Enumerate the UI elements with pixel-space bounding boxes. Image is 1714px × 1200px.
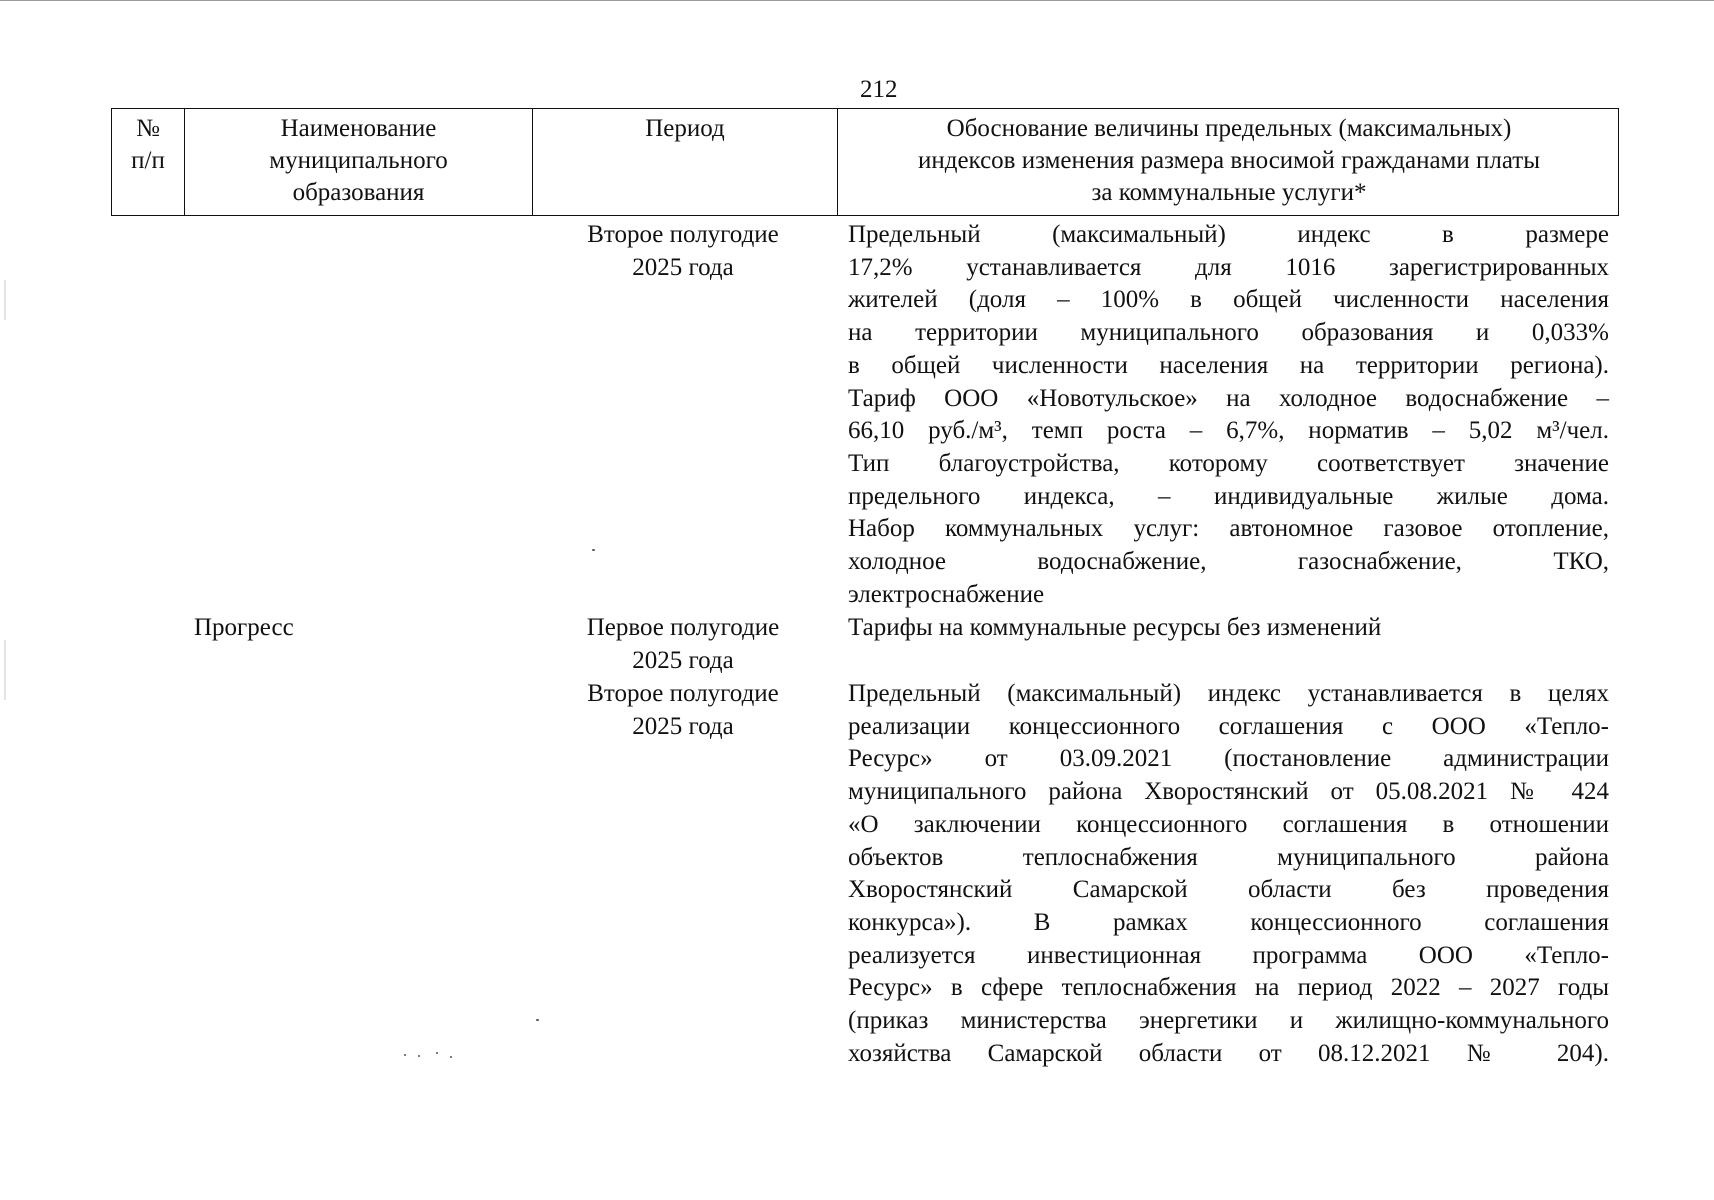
municipality-name: Прогресс	[194, 614, 294, 641]
justification-line: Тариф ООО «Новотульское» на холодное водоснабжение –	[848, 384, 1609, 412]
scan-speck	[592, 549, 595, 551]
justification-line: муниципального района Хворостянский от 05.08.2021 № 424	[848, 778, 1609, 806]
table-row-justification	[848, 678, 1609, 1070]
justification-line: хозяйства Самарской области от 08.12.2021 № 204).	[848, 1039, 1609, 1067]
header-justification-line: индексов изменения размера вносимой гражданами платы	[917, 147, 1541, 174]
table-header	[111, 108, 1619, 216]
table-row-period	[560, 678, 806, 743]
period-line: 2025 года	[632, 253, 734, 281]
justification-line: жителей (доля – 100% в общей численности населения	[848, 286, 1609, 314]
header-period-line: Период	[645, 115, 725, 142]
justification-line: (приказ министерства энергетики и жилищно-коммунального	[848, 1007, 1609, 1035]
justification-line: объектов теплоснабжения муниципального района	[848, 843, 1609, 871]
justification-line: 17,2% устанавливается для 1016 зарегистрированных	[848, 253, 1609, 281]
scan-speck	[536, 1019, 539, 1021]
header-number-column	[112, 109, 185, 215]
scan-speck	[404, 1054, 406, 1056]
justification-line: Тип благоустройства, которому соответствует значение	[848, 449, 1609, 477]
justification-line: Предельный (максимальный) индекс устанавливается в целях	[848, 680, 1609, 707]
table-row-period	[560, 612, 806, 677]
table-row-justification	[848, 219, 1609, 611]
header-name-line: муниципального	[269, 147, 448, 174]
justification-line: Ресурс» от 03.09.2021 (постановление администрации	[848, 745, 1609, 773]
header-number-line: п/п	[131, 147, 165, 174]
table-row-justification	[848, 612, 1609, 645]
justification-line: 66,10 руб./м³, темп роста – 6,7%, норматив – 5,02 м³/чел.	[848, 417, 1609, 445]
justification-line: реализуется инвестиционная программа ООО «Тепло-	[848, 941, 1609, 969]
page-top-edge	[0, 0, 1714, 1]
scan-speck	[418, 1055, 420, 1057]
justification-line: Набор коммунальных услуг: автономное газовое отопление,	[848, 515, 1609, 543]
justification-line: реализации концессионного соглашения с ООО «Тепло-	[848, 712, 1609, 740]
justification-line: Предельный (максимальный) индекс в размере	[848, 221, 1609, 248]
header-name-column	[185, 109, 533, 215]
justification-line: холодное водоснабжение, газоснабжение, ТКО,	[848, 548, 1609, 576]
scan-mark	[4, 280, 6, 320]
period-line: Первое полугодие	[586, 614, 780, 641]
scan-speck	[450, 1056, 452, 1058]
table-row-period	[560, 219, 806, 284]
header-period-column	[533, 109, 838, 215]
justification-line: Хворостянский Самарской области без проведения	[848, 876, 1609, 904]
page-number: 212	[860, 76, 898, 103]
period-line: 2025 года	[632, 712, 734, 740]
period-line: Второе полугодие	[587, 221, 779, 248]
justification-line: Тарифы на коммунальные ресурсы без изменений	[848, 614, 1382, 641]
justification-line: электроснабжение	[848, 580, 1045, 608]
justification-line: Ресурс» в сфере теплоснабжения на период 2022 – 2027 годы	[848, 974, 1609, 1002]
justification-line: конкурса»). В рамках концессионного соглашения	[848, 908, 1609, 936]
justification-line: в общей численности населения на территории региона).	[848, 351, 1609, 379]
period-line: 2025 года	[632, 646, 734, 674]
justification-line: «О заключении концессионного соглашения в отношении	[848, 810, 1609, 838]
header-name-line: образования	[292, 179, 425, 206]
justification-line: предельного индекса, – индивидуальные жилые дома.	[848, 482, 1609, 510]
header-justification-line: Обоснование величины предельных (максимальных)	[946, 115, 1512, 142]
header-justification-column	[838, 109, 1620, 215]
header-number-line: №	[136, 115, 160, 142]
scan-mark	[4, 640, 6, 700]
header-justification-line: за коммунальные услуги*	[1091, 179, 1367, 206]
justification-line: на территории муниципального образования и 0,033%	[848, 319, 1609, 347]
period-line: Второе полугодие	[587, 680, 779, 707]
scan-speck	[436, 1052, 438, 1054]
header-name-line: Наименование	[280, 115, 437, 142]
